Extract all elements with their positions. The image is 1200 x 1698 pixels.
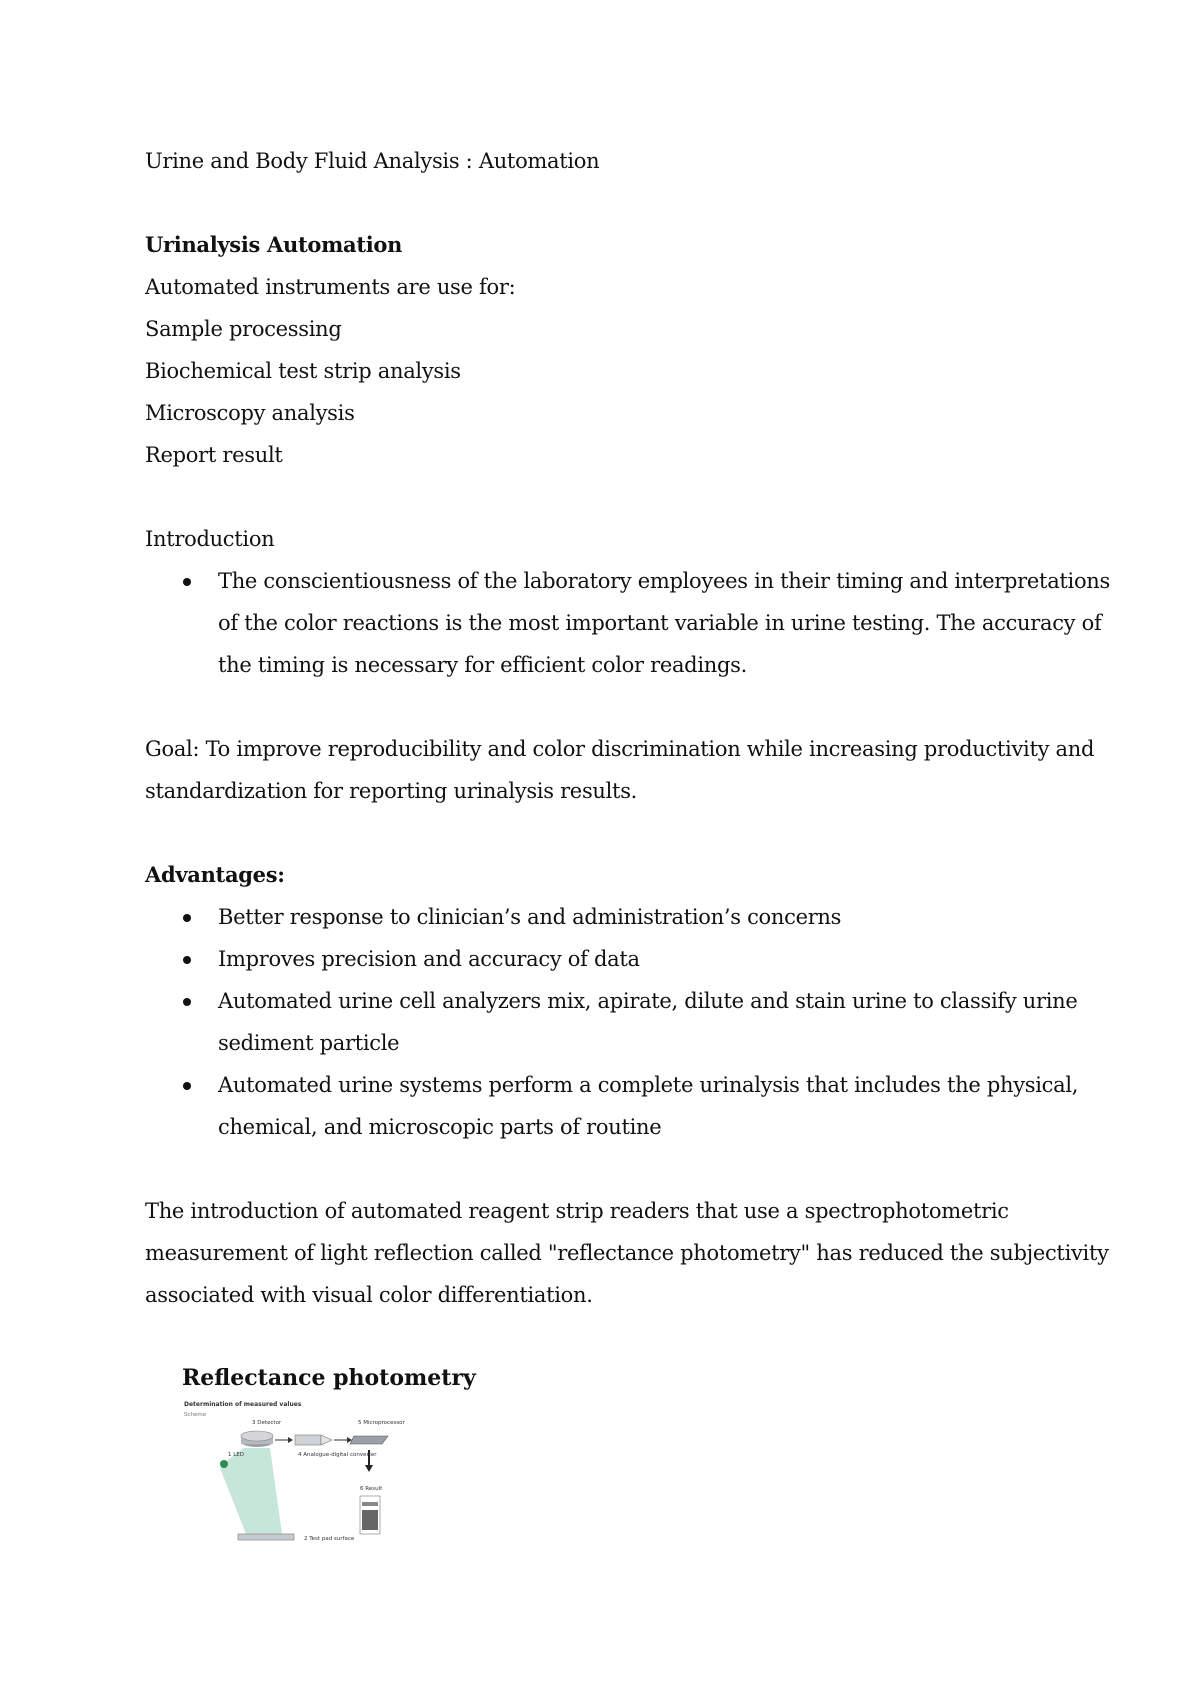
advantage-item-continued: sediment particle	[218, 1031, 400, 1055]
result-bar	[362, 1510, 378, 1530]
microprocessor-label: 5 Microprocessor	[358, 1420, 405, 1426]
arrow-head-icon	[288, 1437, 293, 1443]
bullet-icon	[183, 578, 191, 586]
goal-line: standardization for reporting urinalysis results.	[145, 779, 638, 803]
test-pad-icon	[238, 1534, 294, 1540]
use-item: Biochemical test strip analysis	[145, 359, 461, 383]
light-beam	[220, 1448, 282, 1534]
microprocessor-icon	[350, 1436, 388, 1444]
advantage-item: Better response to clinician’s and administration’s concerns	[218, 905, 842, 929]
advantage-item: Automated urine systems perform a complete urinalysis that includes the physical,	[218, 1073, 1079, 1097]
figure-title: Reflectance photometry	[182, 1365, 476, 1391]
intro-bullet-line: of the color reactions is the most important variable in urine testing. The accuracy of	[218, 611, 1102, 635]
converter-label: 4 Analogue-digital converter	[298, 1452, 377, 1458]
detector-top	[241, 1431, 273, 1441]
converter-icon	[295, 1435, 321, 1445]
bullet-icon	[183, 914, 191, 922]
test-pad-label: 2 Test pad surface	[304, 1536, 355, 1542]
bullet-icon	[183, 998, 191, 1006]
diagram-heading: Determination of measured values	[184, 1401, 302, 1408]
use-item: Microscopy analysis	[145, 401, 355, 425]
uses-intro: Automated instruments are use for:	[145, 275, 516, 299]
reflectance-paragraph-line: The introduction of automated reagent strip readers that use a spectrophotometric	[145, 1199, 1009, 1223]
detector-label: 3 Detector	[252, 1420, 282, 1426]
diagram-subheading: Scheme	[184, 1412, 207, 1418]
reflectance-photometry-diagram	[182, 1398, 444, 1550]
intro-bullet-line: The conscientiousness of the laboratory employees in their timing and interpretations	[218, 569, 1111, 593]
goal-line: Goal: To improve reproducibility and color discrimination while increasing productivity and	[145, 737, 1095, 761]
bullet-icon	[183, 1082, 191, 1090]
introduction-label: Introduction	[145, 527, 275, 551]
arrow-down-icon	[365, 1465, 373, 1472]
converter-tip	[321, 1435, 332, 1445]
section-title: Urinalysis Automation	[145, 232, 403, 257]
intro-bullet-line: the timing is necessary for efficient color readings.	[218, 653, 747, 677]
reflectance-paragraph-line: measurement of light reflection called "reflectance photometry" has reduced the subjectivity	[145, 1241, 1109, 1265]
advantage-item: Improves precision and accuracy of data	[218, 947, 640, 971]
document-header: Urine and Body Fluid Analysis : Automation	[145, 149, 600, 173]
use-item: Sample processing	[145, 317, 342, 341]
advantage-item-continued: chemical, and microscopic parts of routine	[218, 1115, 662, 1139]
result-bar	[362, 1502, 378, 1506]
bullet-icon	[183, 956, 191, 964]
reflectance-paragraph-line: associated with visual color differentiation.	[145, 1283, 593, 1307]
advantage-item: Automated urine cell analyzers mix, apirate, dilute and stain urine to classify urine	[218, 989, 1078, 1013]
result-label: 6 Result	[360, 1486, 383, 1492]
use-item: Report result	[145, 443, 283, 467]
advantages-label: Advantages:	[145, 862, 285, 887]
led-icon	[220, 1460, 228, 1468]
led-label: 1 LED	[228, 1452, 245, 1458]
